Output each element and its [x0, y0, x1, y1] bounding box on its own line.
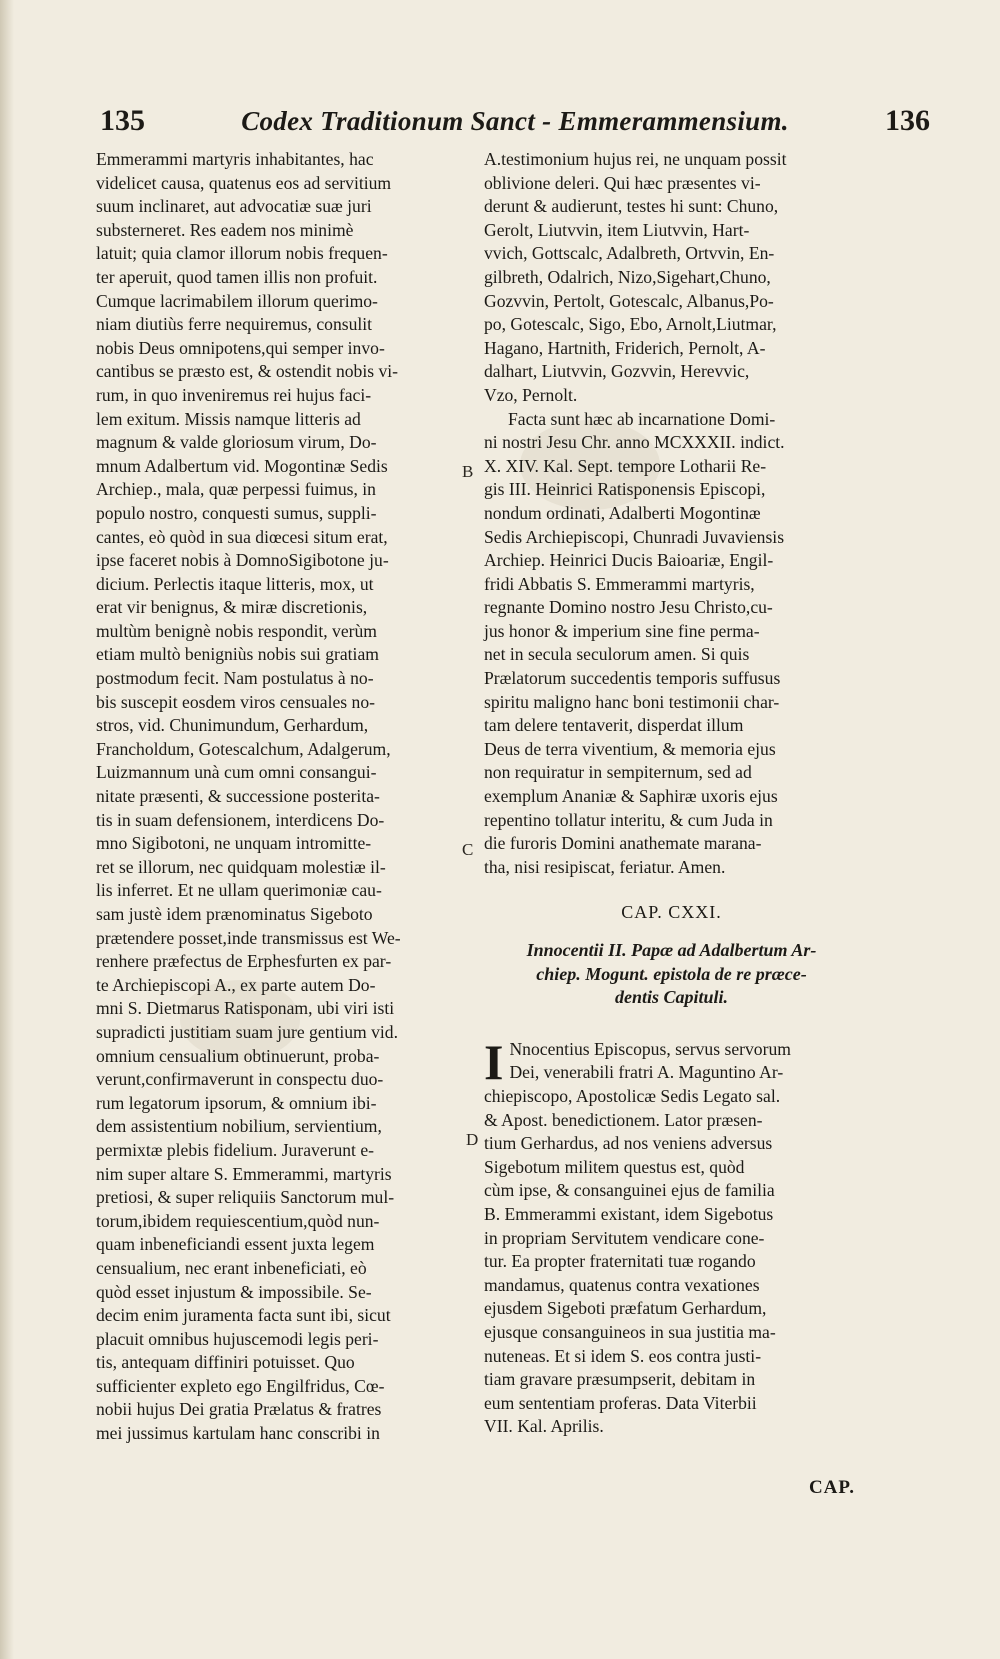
- left-column-line: sam justè idem prænominatus Sigeboto: [96, 904, 373, 924]
- right-column-line: Hagano, Hartnith, Friderich, Pernolt, A-: [484, 337, 766, 358]
- right-column-line: die furoris Domini anathemate marana-: [484, 833, 762, 854]
- epistle-title: [484, 939, 859, 1010]
- right-text-column: [484, 148, 859, 1439]
- right-column-line: net in secula seculorum amen. Si quis: [484, 644, 750, 665]
- margin-letter-d: D: [466, 1130, 479, 1149]
- right-column-line: spiritu maligno hanc boni testimonii char-: [484, 691, 780, 712]
- left-column-line: te Archiepiscopi A., ex parte autem Do-: [96, 974, 376, 995]
- running-header: [100, 104, 930, 150]
- epistle-line: Dei, venerabili fratri A. Maguntino Ar-: [509, 1062, 784, 1083]
- left-column-line: mei jussimus kartulam hanc conscribi in: [96, 1423, 380, 1444]
- left-column-line: permixtæ plebis fidelium. Juraverunt e-: [96, 1139, 375, 1160]
- catchword: CAP.: [808, 1477, 855, 1498]
- right-column-line: X. XIV. Kal. Sept. tempore Lotharii Re-: [484, 455, 767, 476]
- epistle-line: & Apost. benedictionem. Lator præsen-: [484, 1109, 763, 1130]
- right-column-line: vvich, Gottscalc, Adalbreth, Ortvvin, En-: [484, 243, 775, 264]
- right-column-line: Prælatorum succedentis temporis suffusus: [484, 668, 781, 689]
- left-column-line: pretiosi, & super reliquiis Sanctorum mul-: [96, 1187, 395, 1208]
- left-column-line: rum legatorum ipsorum, & omnium ibi-: [96, 1092, 377, 1113]
- left-column-line: Francholdum, Gotescalchum, Adalgerum,: [96, 738, 391, 759]
- epistle-line: cùm ipse, & consanguinei ejus de familia: [484, 1180, 775, 1201]
- epistle-line: in propriam Servitutem vendicare cone-: [484, 1227, 765, 1248]
- left-column-line: suum inclinaret, aut advocatiæ suæ juri: [96, 196, 372, 217]
- right-column-line: Gerolt, Liutvvin, item Liutvvin, Hart-: [484, 219, 750, 240]
- right-column-line: Deus de terra viventium, & memoria ejus: [484, 738, 776, 759]
- right-column-line: tam delere tentaverit, disperdat illum: [484, 715, 744, 736]
- left-column-line: nobis Deus omnipotens,qui semper invo-: [96, 337, 385, 358]
- left-column-line: ter aperuit, quod tamen illis non profuit.: [96, 266, 378, 287]
- margin-letter-c: C: [462, 840, 474, 859]
- right-column-line: oblivione deleri. Qui hæc præsentes vi-: [484, 172, 761, 193]
- left-column-line: mno Sigibotoni, ne unquam intromitte-: [96, 833, 372, 854]
- epistle-line: VII. Kal. Aprilis.: [484, 1416, 604, 1437]
- right-column-line: nondum ordinati, Adalberti Mogontinæ: [484, 502, 761, 523]
- right-column-line: Facta sunt hæc ab incarnatione Domi-: [508, 408, 776, 429]
- epistle-title-line: chiep. Mogunt. epistola de re præce-: [536, 963, 807, 984]
- left-text-column: [96, 148, 472, 1446]
- right-column-line: Archiep. Heinrici Ducis Baioariæ, Engil-: [484, 550, 774, 571]
- margin-letter-b: B: [462, 462, 474, 481]
- left-column-line: renhere præfectus de Erphesfurten ex par-: [96, 951, 392, 972]
- left-column-line: omnium censualium obtinuerunt, proba-: [96, 1045, 380, 1066]
- epistle-line: tiam gravare præsumpserit, debitam in: [484, 1369, 756, 1390]
- left-column-line: tis in suam defensionem, interdicens Do-: [96, 809, 385, 830]
- epistle-line: ejusque consanguineos in sua justitia ma-: [484, 1321, 776, 1342]
- left-column-line: placuit omnibus hujuscemodi legis peri-: [96, 1328, 379, 1349]
- right-column-line: Gozvvin, Pertolt, Gotescalc, Albanus,Po-: [484, 290, 774, 311]
- epistle-body: [484, 1033, 859, 1439]
- left-column-line: erat vir benignus, & miræ discretionis,: [96, 597, 368, 618]
- right-column-line: fridi Abbatis S. Emmerammi martyris,: [484, 573, 755, 594]
- left-column-line: nobii hujus Dei gratia Prælatus & fratres: [96, 1399, 382, 1420]
- left-column-line: lem exitum. Missis namque litteris ad: [96, 408, 361, 429]
- right-column-line: dalhart, Liutvvin, Gozvvin, Herevvic,: [484, 361, 750, 382]
- left-column-line: rum, in quo inveniremus rei hujus faci-: [96, 384, 372, 405]
- epistle-line: mandamus, quatenus contra vexationes: [484, 1274, 760, 1295]
- right-column-line: Sedis Archiepiscopi, Chunradi Juvaviensis: [484, 526, 785, 547]
- right-column-line: tha, nisi resipiscat, feriatur. Amen.: [484, 856, 726, 877]
- left-column-line: bis suscepit eosdem viros censuales no-: [96, 691, 376, 712]
- left-column-line: sufficienter expleto ego Engilfridus, Cœ-: [96, 1375, 385, 1396]
- left-column-line: Luizmannum unà cum omni consangui-: [96, 762, 377, 783]
- left-column-line: torum,ibidem requiescentium,quòd nun-: [96, 1210, 380, 1231]
- left-column-line: dicium. Perlectis itaque litteris, mox, ut: [96, 573, 374, 594]
- left-column-line: ipse faceret nobis à DomnoSigibotone ju-: [96, 550, 389, 571]
- left-column-line: prætendere posset,inde transmissus est We-: [96, 927, 401, 948]
- left-column-line: nim super altare S. Emmerammi, martyris: [96, 1163, 392, 1184]
- right-column-line: ni nostri Jesu Chr. anno MCXXXII. indict.: [484, 432, 785, 453]
- chapter-heading: CAP. CXXI.: [621, 902, 722, 923]
- epistle-title-line: Innocentii II. Papæ ad Adalbertum Ar-: [526, 940, 817, 960]
- left-column-line: videlicet causa, quatenus eos ad servitium: [96, 172, 392, 193]
- epistle-line: B. Emmerammi existant, idem Sigebotus: [484, 1203, 774, 1224]
- left-column-line: tis, antequam diffiniri potuisset. Quo: [96, 1352, 355, 1373]
- right-column-line: exemplum Ananiæ & Saphiræ uxoris ejus: [484, 786, 778, 807]
- left-column-line: Emmerammi martyris inhabitantes, hac: [96, 149, 374, 169]
- left-column-line: quòd esset injustum & impossibile. Se-: [96, 1281, 372, 1302]
- epistle-line: Sigebotum militem questus est, quòd: [484, 1156, 745, 1177]
- left-column-line: magnum & valde gloriosum virum, Do-: [96, 432, 377, 453]
- right-column-line: non requiratur in sempiternum, sed ad: [484, 762, 752, 783]
- left-column-line: cantibus se præsto est, & ostendit nobis vi-: [96, 361, 399, 382]
- left-column-line: mnum Adalbertum vid. Mogontinæ Sedis: [96, 455, 388, 476]
- left-column-line: Archiep., mala, quæ perpessi fuimus, in: [96, 479, 376, 500]
- left-column-line: cantes, eò quòd in sua diœcesi situm erat,: [96, 526, 388, 547]
- right-column-line: po, Gotescalc, Sigo, Ebo, Arnolt,Liutmar,: [484, 314, 777, 335]
- left-column-line: etiam multò benigniùs nobis sui gratiam: [96, 644, 379, 665]
- left-column-line: dem assistentium nobilium, servientium,: [96, 1116, 382, 1137]
- epistle-body-lines: [484, 1033, 859, 1439]
- left-column-line: nitate præsenti, & successione posterita-: [96, 786, 380, 807]
- left-column-line: verunt,confirmaverunt in conspectu duo-: [96, 1069, 384, 1090]
- left-column-line: substerneret. Res eadem nos minimè: [96, 219, 354, 240]
- left-column-line: niam diutiùs ferre nequiremus, consulit: [96, 314, 373, 335]
- left-column-line: lis inferret. Et ne ullam querimoniæ cau-: [96, 880, 382, 901]
- epistle-line: tur. Ea propter fraternitati tuæ rogando: [484, 1251, 756, 1272]
- left-column-line: latuit; quia clamor illorum nobis frequen-: [96, 243, 388, 264]
- left-column-line: Cumque lacrimabilem illorum querimo-: [96, 290, 378, 311]
- drop-cap-initial: I: [484, 1033, 504, 1090]
- left-column-line: decim enim juramenta facta sunt ibi, sicut: [96, 1305, 391, 1326]
- left-column-line: mni S. Dietmarus Ratisponam, ubi viri isti: [96, 998, 395, 1019]
- left-column-line: quam inbeneficiandi essent juxta legem: [96, 1234, 375, 1255]
- left-column-line: multùm benignè nobis respondit, verùm: [96, 620, 377, 641]
- right-column-charter-text: [484, 148, 859, 879]
- left-column-line: populo nostro, conquesti sumus, suppli-: [96, 502, 377, 523]
- left-column-line: censualium, nec erant inbeneficiati, eò: [96, 1257, 367, 1278]
- right-column-line: gis III. Heinrici Ratisponensis Episcopi,: [484, 479, 766, 500]
- epistle-line: Nnocentius Episcopus, servus servorum: [509, 1038, 791, 1059]
- page-edge-shadow: [0, 0, 14, 1659]
- epistle-line: nuteneas. Et si idem S. eos contra justi-: [484, 1345, 762, 1366]
- right-column-line: gilbreth, Odalrich, Nizo,Sigehart,Chuno,: [484, 266, 771, 287]
- running-title: Codex Traditionum Sanct - Emmerammensium.: [241, 106, 789, 136]
- left-column-line: supradicti justitiam suam jure gentium vid.: [96, 1021, 398, 1042]
- page-number-right: 136: [885, 104, 930, 137]
- epistle-line: chiepiscopo, Apostolicæ Sedis Legato sal.: [484, 1085, 781, 1106]
- right-column-line: A.testimonium hujus rei, ne unquam possit: [484, 149, 787, 169]
- left-column-line: ret se illorum, nec quidquam molestiæ il-: [96, 856, 386, 877]
- right-column-line: repentino tollatur interitu, & cum Juda in: [484, 809, 773, 830]
- epistle-title-line: dentis Capituli.: [614, 987, 729, 1008]
- page-number-left: 135: [100, 104, 145, 137]
- right-column-line: jus honor & imperium sine fine perma-: [484, 620, 760, 641]
- right-column-line: Vzo, Pernolt.: [484, 384, 578, 405]
- right-column-line: regnante Domino nostro Jesu Christo,cu-: [484, 597, 773, 618]
- epistle-line: ejusdem Sigeboti præfatum Gerhardum,: [484, 1298, 767, 1319]
- right-column-line: derunt & audierunt, testes hi sunt: Chuno,: [484, 196, 779, 217]
- epistle-line: eum sententiam proferas. Data Viterbii: [484, 1392, 757, 1413]
- left-column-line: postmodum fecit. Nam postulatus à no-: [96, 668, 374, 689]
- left-column-line: stros, vid. Chunimundum, Gerhardum,: [96, 715, 369, 736]
- epistle-line: tium Gerhardus, ad nos veniens adversus: [484, 1133, 773, 1154]
